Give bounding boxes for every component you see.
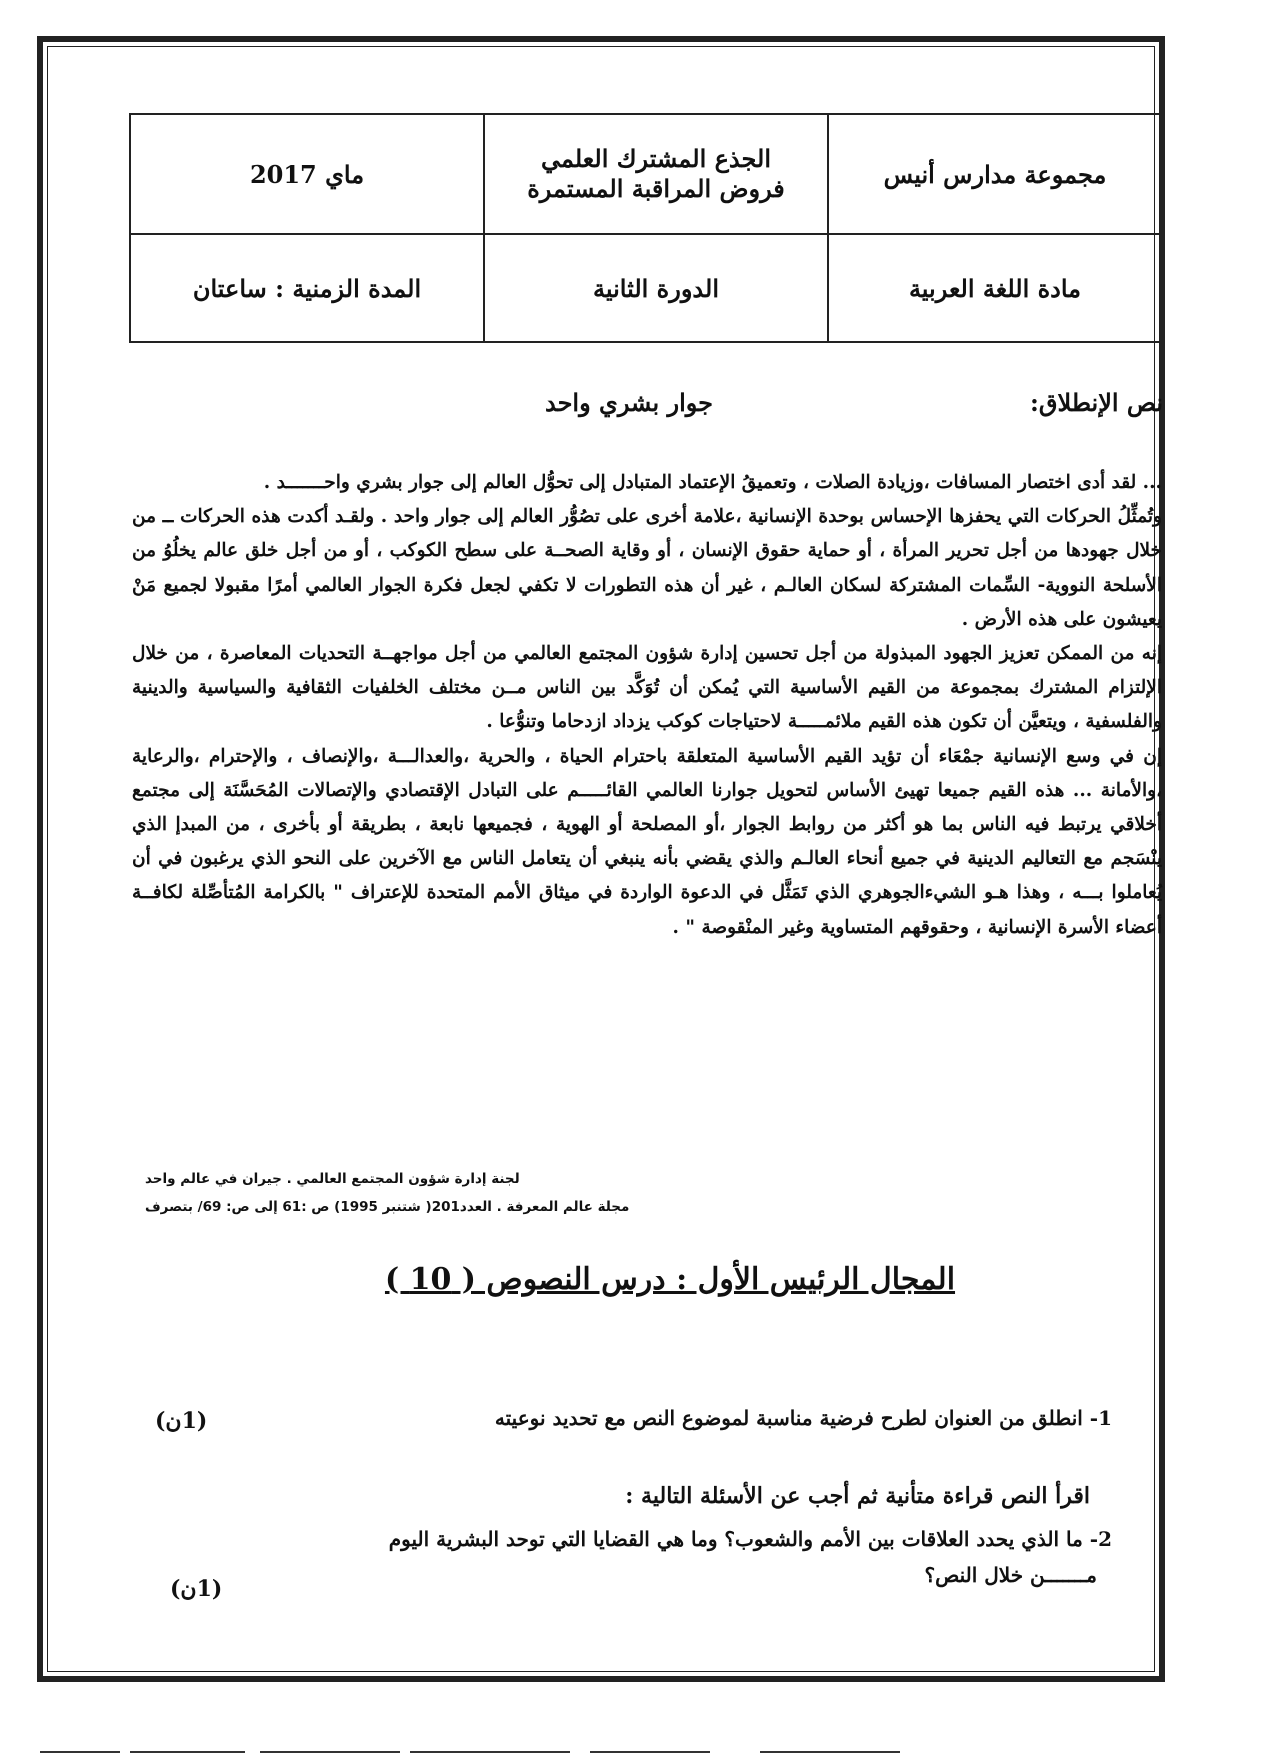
source-line-1: لجنة إدارة شؤون المجتمع العالمي . جيران في عالم واحد: [145, 1171, 520, 1187]
header-subject: مادة اللغة العربية: [828, 234, 1162, 342]
question-2-line-1: 2- ما الذي يحدد العلاقات بين الأمم والشعوب؟ وما هي القضايا التي توحد البشرية اليوم: [388, 1527, 1112, 1551]
text-title-row: [129, 388, 1163, 428]
reading-instruction: اقرأ النص قراءة متأنية ثم أجب عن الأسئلة التالية :: [625, 1483, 1090, 1509]
footer-rule: [760, 1751, 900, 1753]
footer-rule: [260, 1751, 400, 1753]
text-label: نص الإنطلاق:: [1030, 388, 1163, 417]
passage-body: [132, 466, 1162, 945]
header-duration: المدة الزمنية : ساعتان: [130, 234, 484, 342]
source-line-2: مجلة عالم المعرفة . العدد201( شتنبر 1995) ص :61 إلى ص: 69/ بتصرف: [145, 1199, 630, 1215]
question-2-mark: (1ن): [170, 1576, 223, 1602]
footer-rule: [130, 1751, 245, 1753]
passage-paragraph-3: إنه من الممكن تعزيز الجهود المبذولة من أجل تحسين إدارة شؤون المجتمع العالمي من أجل مواجهــة التحديات المعاصرة ، من خلال الإلتزام المشترك بمجموعة من القيم الأساسية التي يُمكن أن تُوَكَّد بين الناس مــن مختلف الخلفيات الثقافية والسياسية والدينية والفلسفية ، ويتعيَّن أن تكون هذه القيم ملائمـــــة لاحتياجات كوكب يزداد ازدحاما وتنوُّعا .: [132, 643, 1162, 733]
passage-paragraph-2: وتُمثِّلُ الحركات التي يحفزها الإحساس بوحدة الإنسانية ،علامة أخرى على تصُوُّر العالم إلى جوار واحد . ولقـد أكدت هذه الحركات ــ من خلال جهودها من أجل تحرير المرأة ، أو حماية حقوق الإنسان ، أو وقاية الصحــة على سطح الكوكب ، أو من أجل خلق عالم يخلُوُ من الأسلحة النووية- السِّمات المشتركة لسكان العالـم ، غير أن هذه التطورات لا تكفي لجعل فكرة الجوار العالمي أمرًا مقبولا لجميع مَنْ يعيشون على هذه الأرض .: [132, 506, 1162, 630]
footer-rule: [590, 1751, 710, 1753]
passage-paragraph-1: ... لقد أدى اختصار المسافات ،وزيادة الصلات ، وتعميقُ الإعتماد المتبادل إلى تحوُّل العالم إلى جوار بشري واحـــــــد .: [263, 472, 1162, 493]
footer-rule: [410, 1751, 570, 1753]
question-2-line-2: مـــــــن خلال النص؟: [924, 1563, 1097, 1587]
header-date: ماي 2017: [130, 114, 484, 234]
exam-header-table: [129, 113, 1163, 343]
question-1-mark: (1ن): [155, 1408, 208, 1434]
header-session: الدورة الثانية: [484, 234, 828, 342]
section-title: المجال الرئيس الأول : درس النصوص ( 10 ): [384, 1262, 956, 1297]
passage-paragraph-4: إن في وسع الإنسانية جمْعَاء أن تؤيد القيم الأساسية المتعلقة باحترام الحياة ، والحرية ،والعدالـــة ،والإنصاف ، والإحترام ،والرعاية ،والأمانة ... هذه القيم جميعا تهيئ الأساس لتحويل جوارنا العالمي القائـــــم على التبادل الإقتصادي والإتصالات المُحَسَّنَة إلى مجتمع أخلاقي يرتبط فيه الناس بما هو أكثر من روابط الجوار ،أو المصلحة أو الهوية ، فجميعها نابعة ، بطريقة أو بأخرى ، من المبدإ الذي ينْسَجم مع التعاليم الدينية في جميع أنحاء العالـم والذي يقضي بأنه ينبغي أن يتعامل الناس مع الآخرين على النحو الذي يرغبون في أن يُعاملوا بـــه ، وهذا هـو الشيءالجوهري الذي تَمَثَّل في الدعوة الواردة في ميثاق الأمم المتحدة للإعتراف " بالكرامة المُتأصِّلة لكافــة أعضاء الأسرة الإنسانية ، وحقوقهم المتساوية وغير المنْقوصة " .: [132, 745, 1162, 938]
header-level-line2: فروض المراقبة المستمرة: [527, 174, 785, 203]
footer-rule: [40, 1751, 120, 1753]
header-level-line1: الجذع المشترك العلمي: [540, 144, 771, 173]
header-school: مجموعة مدارس أنيس: [828, 114, 1162, 234]
text-title: جوار بشري واحد: [544, 388, 713, 417]
question-1: 1- انطلق من العنوان لطرح فرضية مناسبة لموضوع النص مع تحديد نوعيته: [494, 1406, 1112, 1430]
header-level: [484, 114, 828, 234]
